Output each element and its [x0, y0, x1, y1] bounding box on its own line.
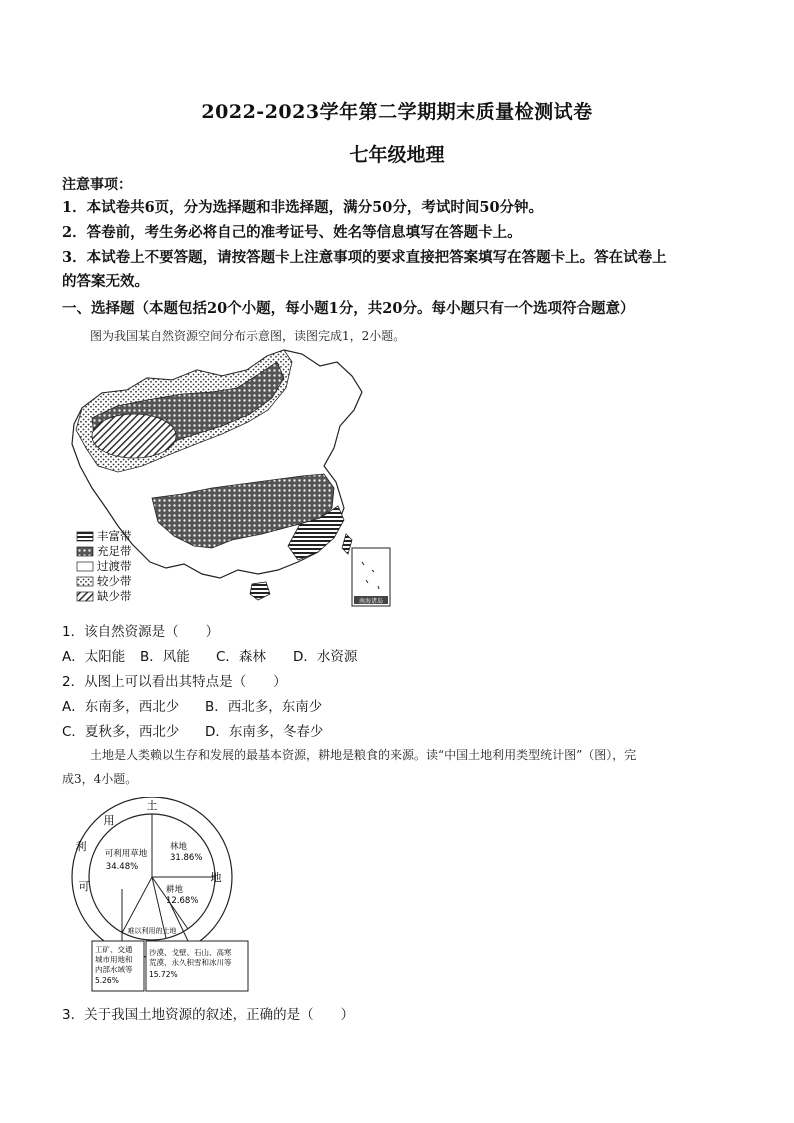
q1-option-c[interactable]: C．森林: [216, 649, 266, 665]
question-2-options-row1: [62, 695, 322, 715]
segment-grassland-name: 可利用草地: [104, 849, 148, 859]
segment-forest-value: 31.86%: [170, 853, 203, 863]
legend-lacking: 缺少带: [97, 589, 132, 603]
ring-char-5: 地: [210, 871, 222, 884]
section-heading: 一、选择题（本题包括20个小题，每小题1分，共20分。每小题只有一个选项符合题意）: [62, 300, 635, 317]
question-1-options: [62, 645, 357, 665]
question-1: 1．该自然资源是（ ）: [62, 624, 220, 640]
box-industrial-line2: 城市用地和: [95, 955, 133, 964]
q1-option-a[interactable]: A．太阳能: [62, 649, 126, 665]
q1-option-b[interactable]: B．风能: [140, 649, 190, 665]
notice-item-3-cont: 的答案无效。: [62, 273, 149, 290]
ring-char-4: 可: [78, 880, 90, 893]
question-2: 2．从图上可以看出其特点是（ ）: [62, 674, 287, 690]
taiwan: [342, 534, 352, 554]
box-industrial-line1: 工矿、交通: [95, 945, 133, 954]
intro-text-2-cont: 成3，4小题。: [62, 772, 138, 786]
legend-rich: 丰富带: [97, 529, 132, 543]
q2-option-a[interactable]: A．东南多，西北少: [62, 699, 180, 715]
inset-label: 南海诸岛: [358, 598, 384, 605]
notice-item-1: 1．本试卷共6页，分为选择题和非选择题，满分50分，考试时间50分钟。: [62, 199, 544, 216]
ring-char-2: 用: [103, 814, 115, 827]
hainan: [250, 582, 270, 600]
exam-title: 2022-2023学年第二学期期末质量检测试卷: [201, 101, 593, 123]
segment-farmland-value: 12.68%: [166, 896, 199, 906]
legend-transition: 过渡带: [97, 559, 132, 573]
q2-option-b[interactable]: B．西北多，东南少: [205, 699, 323, 715]
intro-text-1: 图为我国某自然资源空间分布示意图，读图完成1，2小题。: [90, 329, 406, 343]
resource-map: [62, 348, 394, 610]
segment-farmland-name: 耕地: [166, 885, 184, 895]
notice-item-2: 2．答卷前，考生务必将自己的准考证号、姓名等信息填写在答题卡上。: [62, 224, 522, 241]
q1-option-d[interactable]: D．水资源: [293, 649, 358, 665]
box-desert-line2: 荒漠、永久积雪和冰川等: [149, 958, 232, 967]
question-3: 3．关于我国土地资源的叙述，正确的是（ ）: [62, 1007, 355, 1023]
map-legend: [77, 529, 132, 603]
q2-option-d[interactable]: D．东南多，冬春少: [205, 724, 324, 740]
exam-subtitle: 七年级地理: [349, 144, 445, 166]
band-core: [92, 414, 176, 458]
hard-to-use-label: 难以利用的土地: [127, 927, 177, 935]
q2-option-c[interactable]: C．夏秋多，西北少: [62, 724, 180, 740]
legend-less: 较少带: [97, 574, 132, 588]
segment-forest-name: 林地: [170, 842, 188, 852]
intro-text-2: 土地是人类赖以生存和发展的最基本资源，耕地是粮食的来源。读“中国土地利用类型统计图”（图），完: [90, 748, 637, 762]
ring-char-3: 利: [75, 840, 87, 853]
box-desert-value: 15.72%: [149, 970, 178, 979]
legend-sufficient: 充足带: [97, 544, 132, 558]
question-2-options-row2: [62, 720, 323, 740]
ring-char-1: 土: [146, 799, 158, 812]
notice-item-3: 3．本试卷上不要答题，请按答题卡上注意事项的要求直接把答案填写在答题卡上。答在试卷上: [62, 249, 667, 266]
notice-heading: 注意事项：: [62, 177, 132, 193]
land-use-chart: [62, 797, 302, 997]
box-industrial-line3: 内部水域等: [95, 965, 133, 974]
segment-grassland-value: 34.48%: [105, 862, 139, 872]
box-industrial-value: 5.26%: [95, 976, 119, 985]
box-desert-line1: 沙漠、戈壁、石山、高寒: [149, 948, 232, 957]
